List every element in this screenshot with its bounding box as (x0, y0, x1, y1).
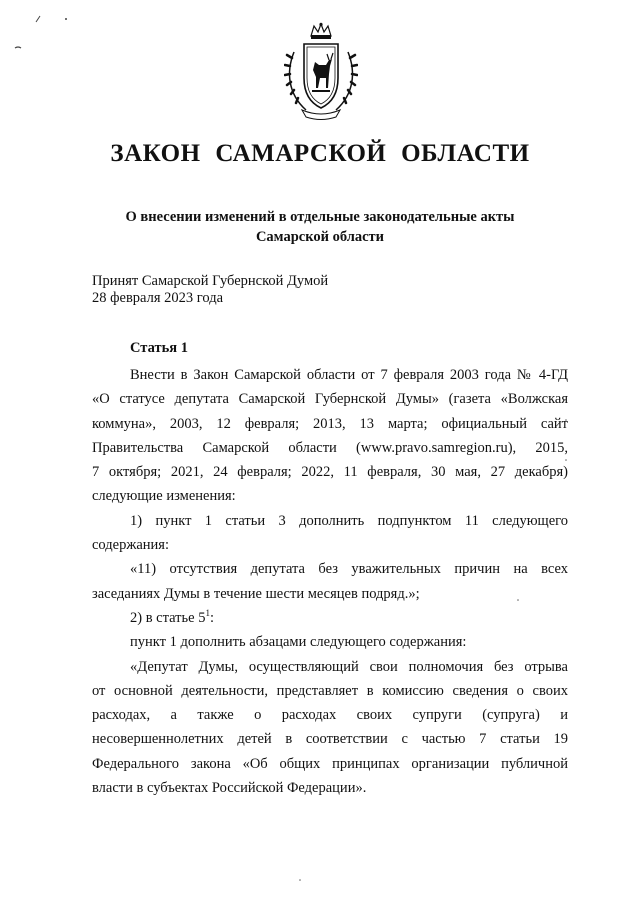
body-line: содержания: (92, 537, 170, 554)
body-line: 1) пункт 1 статьи 3 дополнить подпунктом 11 следующего (130, 512, 568, 529)
samara-coat-of-arms-icon (284, 22, 358, 122)
body-line: заседаниях Думы в течение шести месяцев подряд.»; (92, 585, 420, 602)
body-line: Внести в Закон Самарской области от 7 февраля 2003 года № 4-ГД (130, 367, 568, 383)
adoption-date: 28 февраля 2023 года (92, 290, 224, 306)
body-line (92, 606, 568, 630)
subtitle-line: О внесении изменений в отдельные законодательные акты (125, 209, 515, 225)
colon: : (209, 609, 214, 626)
body-line: 7 октября; 2021, 24 февраля; 2022, 11 февраля, 30 мая, 27 декабря) (92, 464, 568, 481)
law-title: ЗАКОН САМАРСКОЙ ОБЛАСТИ (110, 140, 530, 167)
body-line: «О статусе депутата Самарской Губернской Думы» (газета «Волжская (92, 391, 568, 408)
body-line: пункт 1 дополнить абзацами следующего содержания: (130, 634, 467, 651)
body-line: несовершеннолетних детей в соответствии с частью 7 статьи 19 (92, 731, 568, 748)
amendment-text: 2) в статье 5 (130, 609, 206, 626)
body-line: «Депутат Думы, осуществляющий свои полномочия без отрыва (130, 658, 568, 675)
body-line: Правительства Самарской области (www.pravo.samregion.ru), 2015, (92, 439, 568, 456)
body-line: власти в субъектах Российской Федерации». (92, 780, 367, 797)
superscript: 1 (205, 607, 210, 618)
body-line: коммуна», 2003, 12 февраля; 2013, 13 марта; официальный сайт (92, 415, 568, 432)
body-line: следующие изменения: (92, 488, 236, 505)
body-line: «11) отсутствия депутата без уважительных причин на всех (130, 561, 568, 578)
adoption-body: Принят Самарской Губернской Думой (92, 273, 329, 289)
article-heading: Статья 1 (130, 340, 188, 356)
body-line: от основной деятельности, представляет в комиссию сведения о своих (92, 682, 568, 699)
subtitle-line: Самарской области (255, 229, 385, 245)
adoption-info (92, 273, 328, 307)
body-line: расходах, а также о расходах своих супруги (супруга) и (92, 707, 568, 724)
article-body (92, 363, 568, 800)
law-subtitle (0, 207, 640, 247)
body-line: Федерального закона «Об общих принципах организации публичной (92, 755, 568, 772)
